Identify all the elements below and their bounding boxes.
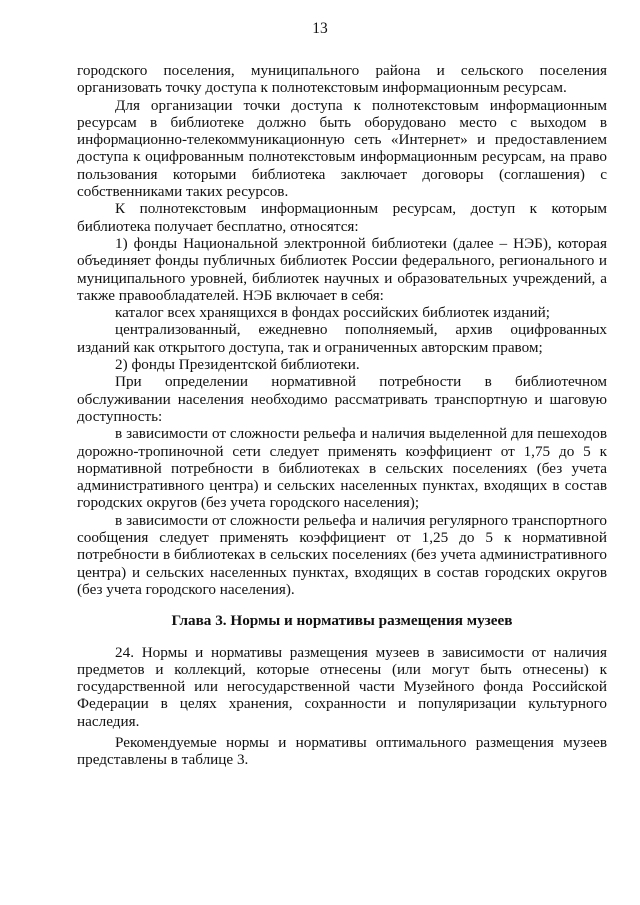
paragraph: К полнотекстовым информационным ресурсам, доступ к которым библиотека получает бесплатно, относятся: [77,200,607,235]
paragraph: городского поселения, муниципального района и сельского поселения организовать точку доступа к полнотекстовым информационным ресурсам. [77,62,607,97]
paragraph: Для организации точки доступа к полнотекстовым информационным ресурсам в библиотеке должно быть оборудовано место с выходом в информационно-телекоммуникационную сеть «Интернет» и предоставлением доступа к оцифрованным полнотекстовым информационным ресурсам, на право пользования которыми библиотека заключает договоры (соглашения) с собственниками таких ресурсов. [77,96,607,201]
list-item: 1) фонды Национальной электронной библиотеки (далее – НЭБ), которая объединяет фонды публичных библиотек России федерального, регионального и муниципального уровней, библиотек научных и образовательных учреждений, а также правообладателей. НЭБ включает в себя: [77,234,607,304]
list-item: в зависимости от сложности рельефа и наличия выделенной для пешеходов дорожно-тропиночной сети следует применять коэффициент от 1,75 до 5 к нормативной потребности в библиотеках в сельских поселениях (без учета административного центра) и сельских населенных пунктах, входящих в состав городских округов (без учета городского населения); [77,425,607,512]
list-item: централизованный, ежедневно пополняемый, архив оцифрованных изданий как открытого доступа, так и ограниченных авторским правом; [77,321,607,356]
page-number: 13 [312,20,328,37]
paragraph: Рекомендуемые нормы и нормативы оптимального размещения музеев представлены в таблице 3. [77,733,607,769]
paragraph: 24. Нормы и нормативы размещения музеев в зависимости от наличия предметов и коллекций, которые отнесены (или могут быть отнесены) к государственной или негосударственной части Музейного фонда Российской Федерации в целях хранения, сохранности и популяризации культурного наследия. [77,643,607,730]
document-body [77,62,607,769]
paragraph: При определении нормативной потребности в библиотечном обслуживании населения необходимо рассматривать транспортную и шаговую доступность: [77,373,607,425]
list-item: в зависимости от сложности рельефа и наличия регулярного транспортного сообщения следует применять коэффициент от 1,25 до 5 к нормативной потребности в библиотеках в сельских поселениях (без учета административного центра) и сельских населенных пунктах, входящих в состав городских округов (без учета городского населения). [77,511,607,598]
list-item: каталог всех хранящихся в фондах российских библиотек изданий; [115,304,550,322]
list-item: 2) фонды Президентской библиотеки. [115,356,360,374]
chapter-heading: Глава 3. Нормы и нормативы размещения музеев [171,612,513,630]
